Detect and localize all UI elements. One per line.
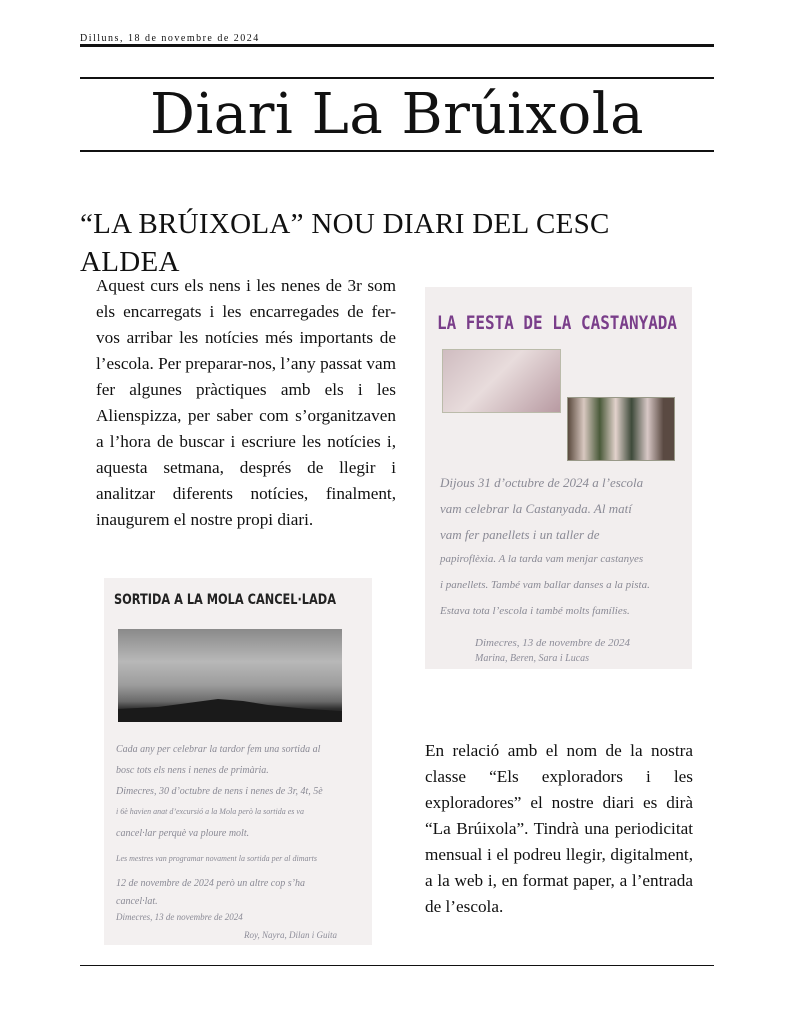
mountain-silhouette: [118, 699, 342, 722]
masthead-rule-bottom: [80, 150, 714, 152]
sortida-line-9: Dimecres, 13 de novembre de 2024: [116, 912, 243, 922]
sortida-photo: [104, 578, 372, 945]
sortida-line-7: 12 de novembre de 2024 però un altre cop s’ha: [116, 878, 305, 889]
sortida-line-6: Les mestres van programar novament la sortida per al dimarts: [116, 854, 317, 863]
sortida-line-8: cancel·lat.: [116, 896, 158, 907]
sortida-title-drawing: [104, 580, 372, 614]
castanyada-signature-names: Marina, Beren, Sara i Lucas: [475, 653, 590, 664]
origami-photo: [442, 349, 561, 413]
article-paragraph-name: En relació amb el nom de la nostra classe “Els exploradors i les exploradores” el nostre diari es dirà “La Brúixola”. Tindrà una periodicitat mensual i el podreu llegir, digitalment, a la web i, en format paper, a l’entrada de l’escola.: [425, 741, 693, 916]
sortida-line-5: cancel·lar perquè va ploure molt.: [116, 828, 250, 839]
sortida-line-2: bosc tots els nens i nenes de primària.: [116, 765, 269, 776]
castanyada-photo: [425, 287, 692, 669]
top-rule-thick: [80, 44, 714, 47]
sortida-line-1: Cada any per celebrar la tardor fem una sortida al: [116, 744, 321, 755]
sortida-line-3: Dimecres, 30 d’octubre de nens i nenes de 3r, 4t, 5è: [116, 786, 323, 797]
masthead-rule-top: [80, 77, 714, 79]
castanyada-line-5: i panellets. També vam ballar danses a la pista.: [440, 579, 650, 591]
castanyada-line-6: Estava tota l’escola i també molts famílies.: [440, 605, 630, 617]
article-headline: “LA BRÚIXOLA” NOU DIARI DEL CESC ALDEA: [80, 208, 610, 278]
castanyada-signature-date: Dimecres, 13 de novembre de 2024: [475, 637, 630, 649]
castanyada-line-4: papiroflèxia. A la tarda vam menjar castanyes: [440, 553, 644, 565]
sortida-title: SORTIDA A LA MOLA CANCEL·LADA: [114, 592, 337, 608]
bottom-rule: [80, 965, 714, 966]
sortida-signature: Roy, Nayra, Dilan i Guita: [244, 930, 337, 940]
newspaper-title: Diari La Brúixola: [149, 82, 645, 147]
mountain-photo: [118, 629, 342, 722]
castanyada-line-3: vam fer panellets i un taller de: [440, 527, 600, 542]
chestnut-photo: [567, 397, 675, 461]
sortida-line-4: i 6è havien anat d’excursió a la Mola però la sortida es va: [116, 807, 304, 816]
castanyada-title: LA FESTA DE LA CASTANYADA: [437, 312, 678, 334]
castanyada-title-drawing: [425, 297, 692, 347]
castanyada-line-2: vam celebrar la Castanyada. Al matí: [440, 501, 632, 516]
article-paragraph-intro: Aquest curs els nens i les nenes de 3r som els encarregats i les encarregades de fer-vos arribar les notícies més importants de l’escola. Per preparar-nos, l’any passat vam fer algunes pràctiques amb els i les Alienspizza, per saber com s’organitzaven a l’hora de buscar i escriure les notícies i, aquesta setmana, després de llegir i analitzar diferents notícies, finalment, inaugurem el nostre propi diari.: [96, 276, 396, 529]
dateline: Dilluns, 18 de novembre de 2024: [80, 33, 260, 44]
castanyada-line-1: Dijous 31 d’octubre de 2024 a l’escola: [440, 475, 644, 490]
